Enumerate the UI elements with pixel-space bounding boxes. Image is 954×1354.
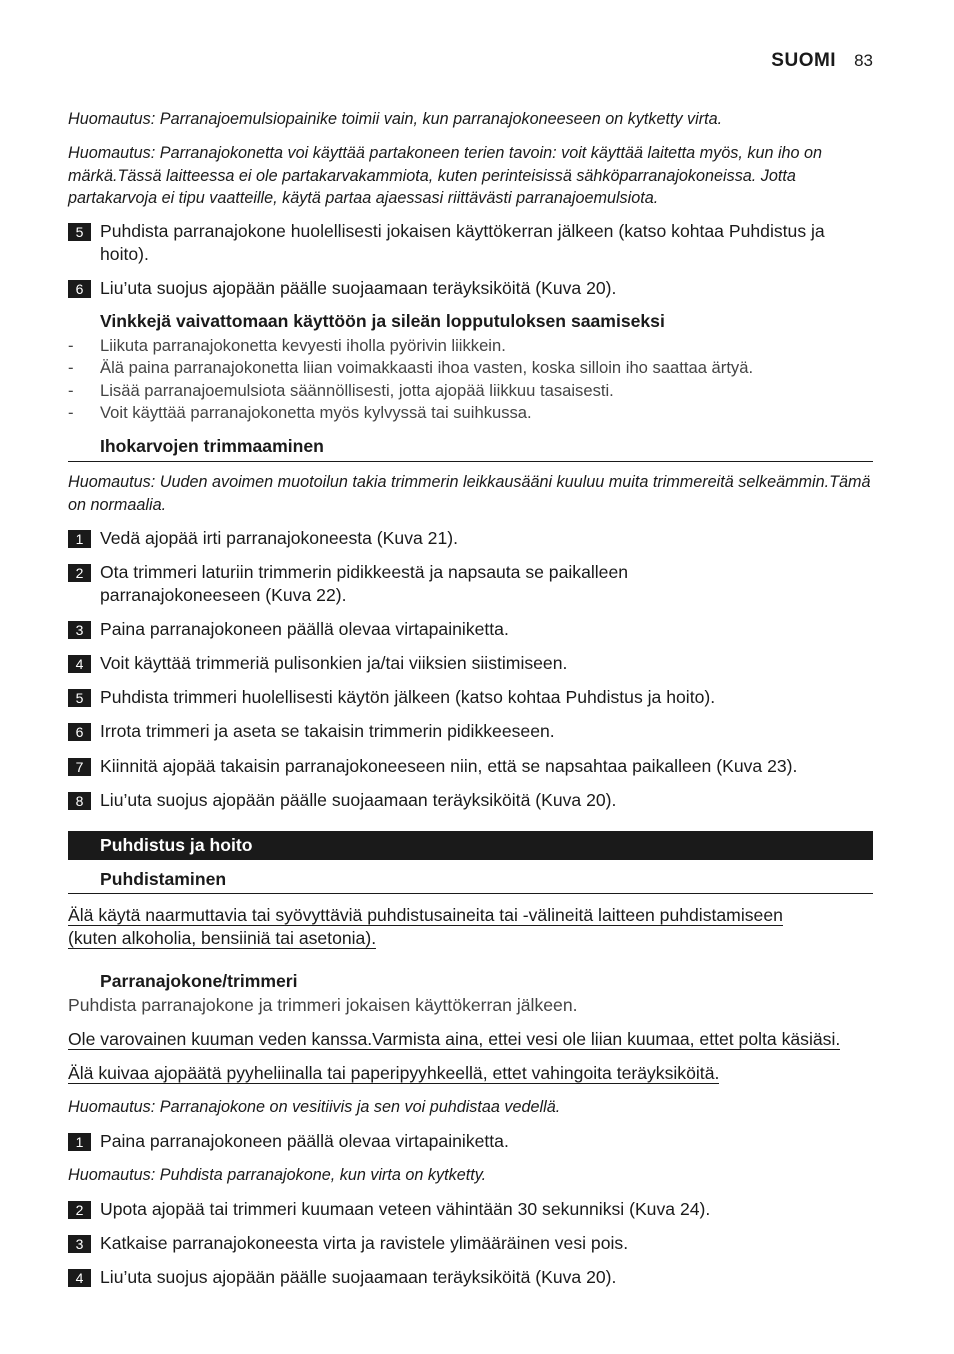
step-number: 6 [68,280,91,298]
cleaning-subheading: Puhdistaminen [100,869,227,889]
section-divider [68,461,873,462]
step-item: 8 Liu’uta suojus ajopään päälle suojaamaan teräyksiköitä (Kuva 20). [68,789,873,812]
step-number: 5 [68,223,91,241]
section-title: Puhdistus ja hoito [100,835,253,855]
step-text: Puhdista parranajokone huolellisesti jokaisen käyttökerran jälkeen (katso kohtaa Puhdistus ja hoito). [100,221,825,264]
step-item: 1 Paina parranajokoneen päällä olevaa virtapainiketta. [68,1130,873,1153]
shaver-trimmer-heading: Parranajokone/trimmeri [100,971,298,991]
step-item: 2 Ota trimmeri laturiin trimmerin pidikkeestä ja napsauta se paikalleen parranajokoneeseen (Kuva 22). [68,561,873,607]
step-item: 4 Voit käyttää trimmeriä pulisonkien ja/tai viiksien siistimiseen. [68,652,873,675]
step-item: 4 Liu’uta suojus ajopään päälle suojaamaan teräyksiköitä (Kuva 20). [68,1266,873,1289]
note-trimmer-sound: Huomautus: Uuden avoimen muotoilun takia trimmerin leikkausääni kuuluu muita trimmereitä selkeämmin.Tämä on normaalia. [68,473,871,514]
step-item: 3 Katkaise parranajokoneesta virta ja ravistele ylimääräinen vesi pois. [68,1232,873,1255]
tip-item: - Lisää parranajoemulsiota säännöllisesti, jotta ajopää liikkuu tasaisesti. [68,381,614,400]
step-item: 5 Puhdista trimmeri huolellisesti käytön jälkeen (katso kohtaa Puhdistus ja hoito). [68,686,873,709]
step-item [68,220,873,266]
language-label: SUOMI [771,50,837,71]
step-item: 6 Irrota trimmeri ja aseta se takaisin trimmerin pidikkeeseen. [68,720,873,743]
note-waterproof: Huomautus: Parranajokone on vesitiivis ja sen voi puhdistaa vedellä. [68,1098,561,1116]
note-clean-when-on: Huomautus: Puhdista parranajokone, kun virta on kytketty. [68,1166,487,1184]
step-item: 2 Upota ajopää tai trimmeri kuumaan veteen vähintään 30 sekunniksi (Kuva 24). [68,1198,873,1221]
step-text: Liu’uta suojus ajopään päälle suojaamaan teräyksiköitä (Kuva 20). [100,278,617,298]
note-emulsion-button: Huomautus: Parranajoemulsiopainike toimii vain, kun parranajokoneeseen on kytketty virta. [68,110,723,128]
step-item: 3 Paina parranajokoneen päällä olevaa virtapainiketta. [68,618,873,641]
page-number: 83 [854,51,873,70]
warning-hot-water: Ole varovainen kuuman veden kanssa.Varmista aina, ettei vesi ole liian kuumaa, ettet polta käsiäsi. [68,1029,841,1049]
step-item: 1 Vedä ajopää irti parranajokoneesta (Kuva 21). [68,527,873,550]
section-bar-cleaning [68,831,873,860]
tip-item: - Voit käyttää parranajokonetta myös kylvyssä tai suihkussa. [68,403,532,422]
page-header [771,50,873,72]
note-wet-use: Huomautus: Parranajokonetta voi käyttää partakoneen terien tavoin: voit käyttää laitetta myös, kun iho on märkä.Tässä laitteessa ei ole partakarvakammiota, kuten perinteisissä sähköparranajokoneissa. Jotta partakarvoja ei tipu vaatteille, käytä partaa ajaessasi riittävästi parranajoemulsiota. [68,144,823,207]
shaver-clean-text: Puhdista parranajokone ja trimmeri jokaisen käyttökerran jälkeen. [68,995,578,1015]
trim-heading: Ihokarvojen trimmaaminen [100,436,324,456]
warning-towel: Älä kuivaa ajopäätä pyyheliinalla tai paperipyyhkeellä, ettet vahingoita teräyksiköitä. [68,1063,720,1083]
section-divider [68,893,873,894]
tips-heading: Vinkkejä vaivattomaan käyttöön ja sileän lopputuloksen saamiseksi [100,311,665,331]
warning-abrasives: Älä käytä naarmuttavia tai syövyttäviä puhdistusaineita tai -välineitä laitteen puhdistamiseen (kuten alkoholia, bensiiniä tai asetonia). [68,905,783,948]
step-item: 7 Kiinnitä ajopää takaisin parranajokoneeseen niin, että se napsahtaa paikalleen (Kuva 23). [68,755,873,778]
tip-item: - Älä paina parranajokonetta liian voimakkaasti ihoa vasten, koska silloin iho saattaa ärtyä. [68,358,754,377]
step-item [68,277,873,300]
tip-item: - Liikuta parranajokonetta kevyesti iholla pyörivin liikkein. [68,336,506,355]
